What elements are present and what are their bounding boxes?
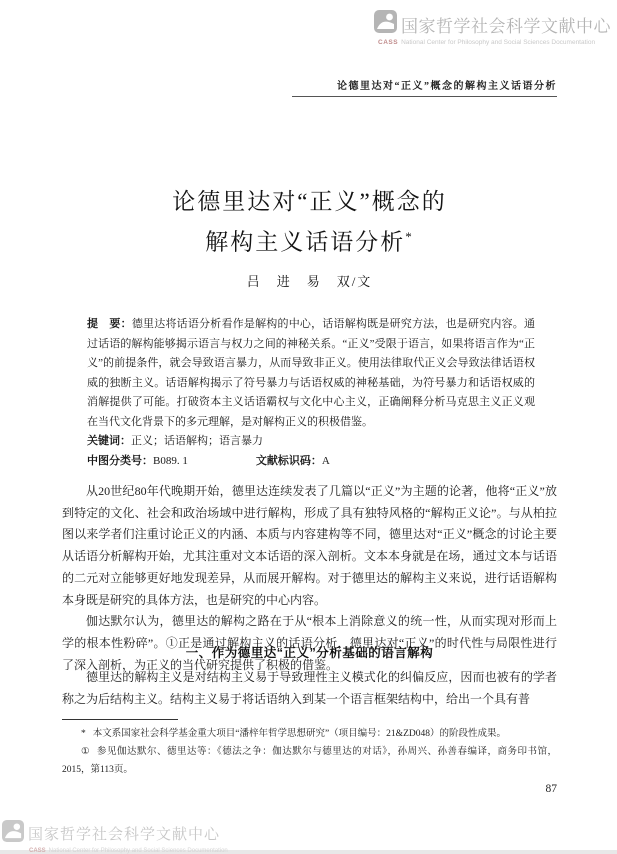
body-paragraph: 德里达的解构主义是对结构主义易于导致理性主义模式化的纠偏反应，因而也被有的学者称之为后结构主义。结构主义易于将话语纳入到某一个语言框架结构中，给出一个具有普 <box>62 670 557 706</box>
abstract-label: 提 要： <box>87 318 132 330</box>
brand-name-en: National Center for Philosophy and Social Sciences Documentation <box>401 39 596 46</box>
footnote-text: 本文系国家社会科学基金重大项目“潘梓年哲学思想研究”（项目编号：21&ZD048）的阶段性成果。 <box>92 729 506 739</box>
watermark-abbr: CASS <box>29 848 46 854</box>
classification-line <box>87 452 535 472</box>
footnote-item <box>62 743 557 779</box>
cass-watermark <box>2 820 228 854</box>
article-title <box>62 184 557 260</box>
running-header: 论德里达对“正义”概念的解构主义话语分析 <box>337 81 557 92</box>
footnote-mark: * <box>81 729 86 739</box>
article-title-line2-text: 解构主义话语分析 <box>205 229 406 255</box>
doc-code-value: A <box>321 454 330 467</box>
watermark-name-en: National Center for Philosophy and Social Sciences Documentation <box>48 848 228 854</box>
watermark-name-cn: 国家哲学社会科学文献中心 <box>28 826 221 843</box>
brand-row <box>374 10 611 38</box>
doc-code-label: 文献标识码： <box>255 454 322 467</box>
footnotes <box>62 725 557 779</box>
body-paragraph: 伽达默尔认为，德里达的解构之路在于从“根本上消除意义的统一性，从而实现对形而上学的根本性粉碎”。①正是通过解构主义的话语分析，德里达对“正义”的时代性与局限性进行了深入剖析，为正义的当代研究提供了积极的借鉴。 <box>62 614 557 672</box>
watermark-row <box>2 820 228 847</box>
title-footnote-mark: * <box>405 229 414 244</box>
authors-line: 吕 进 易 双/文 <box>246 274 373 289</box>
header-rule <box>292 96 557 97</box>
watermark-subline <box>2 848 228 854</box>
footnote-item <box>62 725 557 743</box>
article-title-line1: 论德里达对“正义”概念的 <box>172 189 447 214</box>
cass-brand-logo <box>374 10 611 46</box>
footnote-mark: ① <box>81 747 91 757</box>
section-1-heading: 一、作为德里达“正义”分析基础的语言解构 <box>185 646 434 660</box>
body-paragraph: 从20世纪80年代晚期开始，德里达连续发表了几篇以“正义”为主题的论著，他将“正义”放到特定的文化、社会和政治场域中进行解构，形成了具有独特风格的“解构正义论”。与从柏拉图以来学者们注重讨论正义的内涵、本质与内容建构等不同，德里达对“正义”概念的讨论主要从话语分析解构开始，尤其注重对文本话语的深入剖析。文本本身就是在场，通过文本与话语的二元对立能够更好地发现差异，从而展开解构。对于德里达的解构主义来说，进行话语解构本身既是研究的具体方法，也是研究的中心内容。 <box>62 484 557 607</box>
footnote-separator <box>62 719 178 720</box>
article-meta <box>87 315 535 471</box>
article-title-line2 <box>62 219 557 260</box>
clc-value: B089. 1 <box>153 454 188 467</box>
brand-abbr: CASS <box>378 39 399 46</box>
page-number: 87 <box>545 783 557 795</box>
keywords-line <box>87 432 535 452</box>
keywords-label: 关键词： <box>87 435 131 447</box>
brand-name-cn: 国家哲学社会科学文献中心 <box>401 16 611 36</box>
cass-logo-icon <box>374 10 397 38</box>
brand-subline <box>374 39 611 46</box>
abstract-paragraph <box>87 315 535 432</box>
watermark-logo-icon <box>2 820 24 847</box>
abstract-text: 德里达将话语分析看作是解构的中心，话语解构既是研究方法，也是研究内容。通过话语的解构能够揭示语言与权力之间的神秘关系。“正义”受限于语言，如果将语言作为“正义”的前提条件，就会导致语言暴力，从而导致非正义。使用法律取代正义会导致法律话语权威的独断主义。话语解构揭示了符号暴力与话语权威的神秘基础，为符号暴力和话语权威的消解提供了可能。打破资本主义话语霸权与文化中心主义，正确阐释分析马克思主义正义观在当代文化背景下的多元理解，是对解构正义的积极借鉴。 <box>87 318 536 428</box>
clc-label: 中图分类号： <box>87 454 153 467</box>
keywords-text: 正义；话语解构；语言暴力 <box>131 435 263 447</box>
footnote-text: 参见伽达默尔、德里达等：《德法之争：伽达默尔与德里达的对话》，孙周兴、孙善春编译，商务印书馆，2015，第113页。 <box>62 747 557 775</box>
body-text-section1 <box>62 667 557 710</box>
